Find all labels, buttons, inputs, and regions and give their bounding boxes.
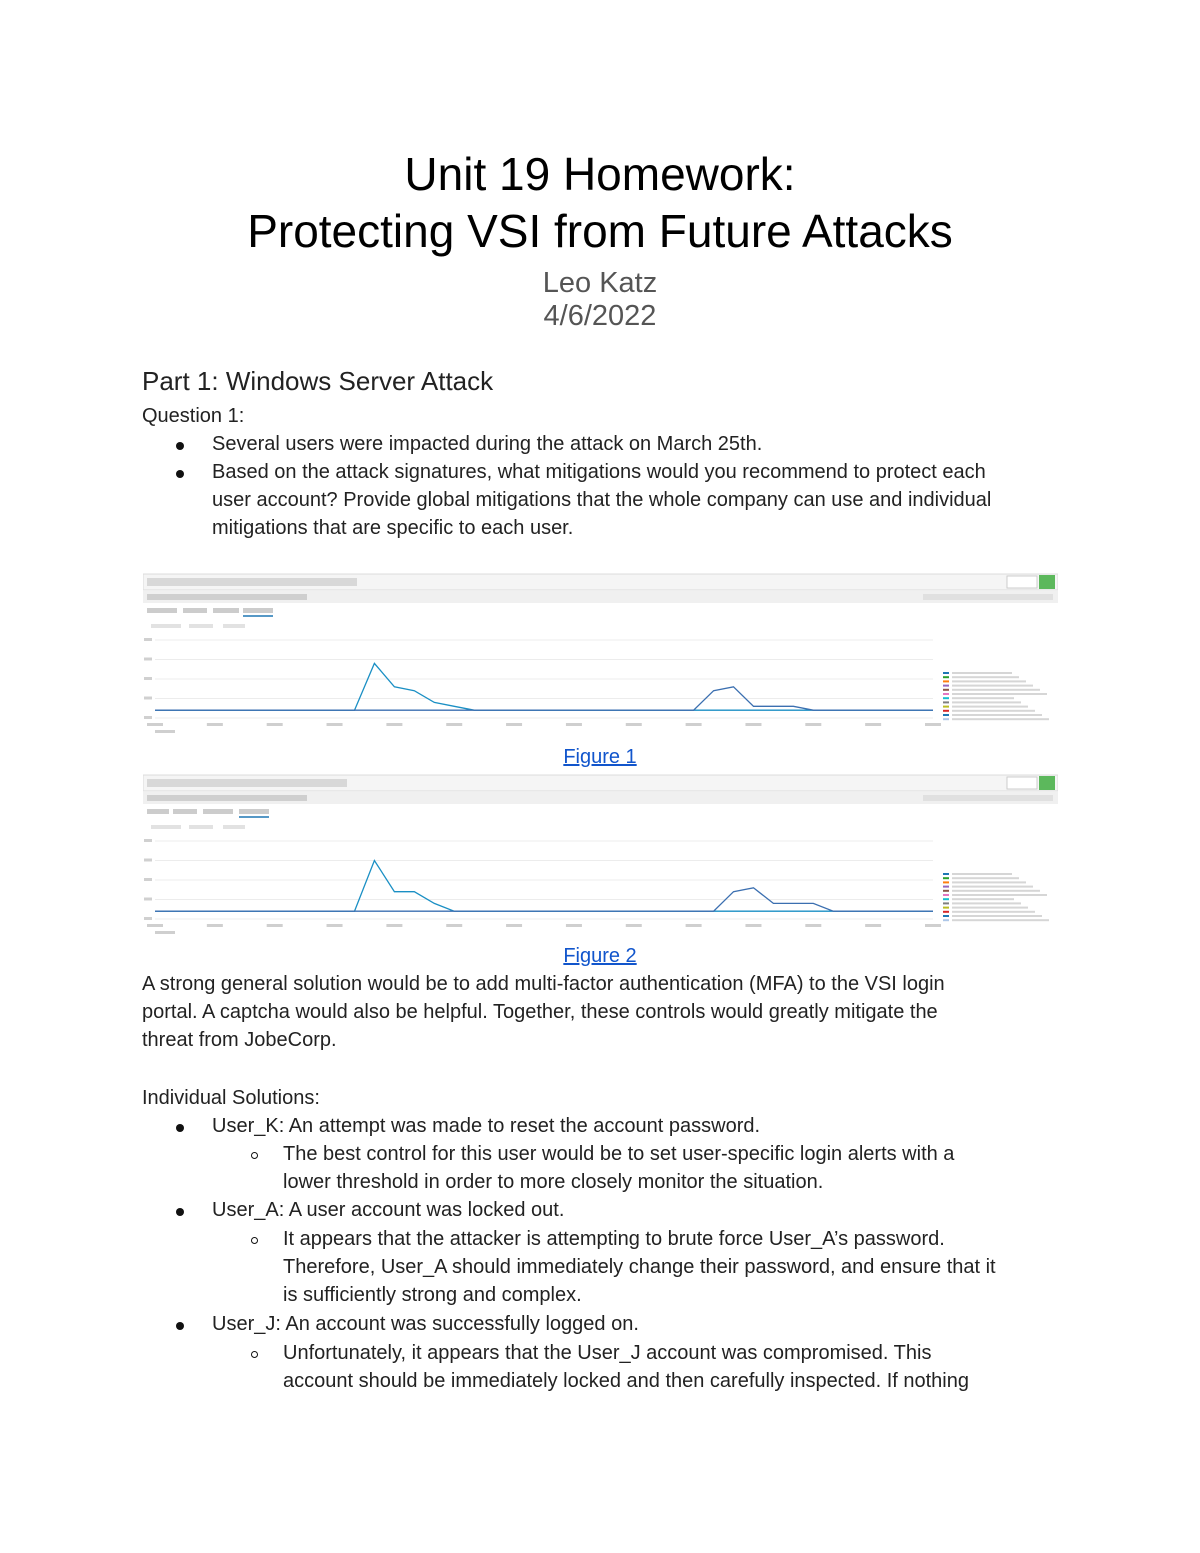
legend-label [952, 915, 1042, 917]
x-tick-label [745, 924, 761, 927]
legend-swatch [943, 894, 949, 896]
bullet-dot [176, 1322, 184, 1330]
legend-label [952, 714, 1042, 716]
y-tick-label [144, 697, 152, 700]
user-k-detail-line2: lower threshold in order to more closely monitor the situation. [283, 1171, 824, 1193]
x-tick-label [865, 723, 881, 726]
legend-label [952, 706, 1028, 708]
legend-swatch [943, 898, 949, 900]
user-k-detail-line1: The best control for this user would be to set user-specific login alerts with a [283, 1143, 955, 1165]
legend-swatch [943, 919, 949, 921]
user-a-detail-line1: It appears that the attacker is attempting to brute force User_A’s password. [283, 1228, 945, 1250]
y-tick-label [144, 859, 152, 862]
sub-bullet-circle [251, 1237, 258, 1244]
y-tick-label [144, 878, 152, 881]
x-axis-title [155, 730, 175, 733]
x-tick-label [506, 924, 522, 927]
legend-label [952, 877, 1019, 879]
legend-label [952, 710, 1035, 712]
x-tick-label [207, 924, 223, 927]
legend-label [952, 680, 1026, 682]
x-tick-label [626, 723, 642, 726]
x-tick-label [865, 924, 881, 927]
x-axis-title [155, 931, 175, 934]
legend-label [952, 672, 1012, 674]
legend-swatch [943, 701, 949, 703]
legend-label [952, 701, 1021, 703]
legend-swatch [943, 714, 949, 716]
x-tick-label [925, 924, 941, 927]
author-name: Leo Katz [542, 267, 658, 299]
legend-label [952, 881, 1026, 883]
bullet-dot [176, 1208, 184, 1216]
y-tick-label [144, 917, 152, 920]
legend-swatch [943, 890, 949, 892]
legend-swatch [943, 672, 949, 674]
legend-swatch [943, 710, 949, 712]
question-bullet-2-line2: user account? Provide global mitigations that the whole company can use and individual [212, 489, 992, 511]
y-tick-label [144, 716, 152, 719]
x-tick-label [147, 723, 163, 726]
legend-swatch [943, 689, 949, 691]
legend-label [952, 919, 1049, 921]
legend-swatch [943, 911, 949, 913]
legend-label [952, 911, 1035, 913]
bullet-dot [176, 1124, 184, 1132]
figure-2-screenshot [143, 773, 1058, 941]
legend-swatch [943, 915, 949, 917]
general-solution-line1: A strong general solution would be to add multi-factor authentication (MFA) to the VSI login [142, 973, 945, 995]
figure-1-chart [143, 572, 1058, 740]
legend-label [952, 676, 1019, 678]
x-tick-label [386, 723, 402, 726]
legend-swatch [943, 693, 949, 695]
legend-swatch [943, 886, 949, 888]
user-a-detail-line3: is sufficiently strong and complex. [283, 1284, 582, 1306]
general-solution-line3: threat from JobeCorp. [142, 1029, 337, 1051]
document-date: 4/6/2022 [543, 300, 657, 332]
user-j-detail-line1: Unfortunately, it appears that the User_J account was compromised. This [283, 1342, 932, 1364]
legend-label [952, 685, 1033, 687]
bullet-dot [176, 470, 184, 478]
y-tick-label [144, 677, 152, 680]
x-tick-label [805, 723, 821, 726]
x-tick-label [745, 723, 761, 726]
figure-2-chart [143, 773, 1058, 941]
x-tick-label [925, 723, 941, 726]
x-tick-label [506, 723, 522, 726]
search-icon [1039, 776, 1055, 790]
legend-label [952, 898, 1014, 900]
figure-1-screenshot [143, 572, 1058, 740]
question-bullet-1: Several users were impacted during the attack on March 25th. [212, 433, 763, 455]
legend-swatch [943, 676, 949, 678]
legend-label [952, 697, 1014, 699]
user-a-item: User_A: A user account was locked out. [212, 1199, 565, 1221]
legend-label [952, 718, 1049, 720]
x-tick-label [207, 723, 223, 726]
y-tick-label [144, 898, 152, 901]
x-tick-label [686, 723, 702, 726]
general-solution-line2: portal. A captcha would also be helpful. Together, these controls would greatly mitigate the [142, 1001, 938, 1023]
legend-swatch [943, 902, 949, 904]
figure-1-caption[interactable]: Figure 1 [563, 746, 637, 768]
user-k-item: User_K: An attempt was made to reset the account password. [212, 1115, 761, 1137]
x-tick-label [446, 924, 462, 927]
x-tick-label [327, 924, 343, 927]
bullet-dot [176, 442, 184, 450]
legend-swatch [943, 907, 949, 909]
y-tick-label [144, 638, 152, 641]
user-j-detail-line2: account should be immediately locked and then carefully inspected. If nothing [283, 1370, 969, 1392]
user-a-detail-line2: Therefore, User_A should immediately change their password, and ensure that it [283, 1256, 996, 1278]
legend-label [952, 894, 1047, 896]
legend-label [952, 890, 1040, 892]
individual-solutions-heading: Individual Solutions: [142, 1087, 320, 1109]
part1-heading: Part 1: Windows Server Attack [142, 366, 494, 396]
legend-label [952, 873, 1012, 875]
legend-label [952, 907, 1028, 909]
x-tick-label [626, 924, 642, 927]
x-tick-label [267, 924, 283, 927]
y-tick-label [144, 658, 152, 661]
sub-bullet-circle [251, 1351, 258, 1358]
x-tick-label [327, 723, 343, 726]
x-tick-label [805, 924, 821, 927]
x-tick-label [566, 723, 582, 726]
document-title-line2: Protecting VSI from Future Attacks [247, 205, 953, 257]
x-tick-label [267, 723, 283, 726]
question-label: Question 1: [142, 405, 245, 427]
x-tick-label [386, 924, 402, 927]
x-tick-label [686, 924, 702, 927]
search-icon [1039, 575, 1055, 589]
y-tick-label [144, 839, 152, 842]
legend-label [952, 693, 1047, 695]
legend-swatch [943, 697, 949, 699]
x-tick-label [147, 924, 163, 927]
legend-swatch [943, 718, 949, 720]
user-j-item: User_J: An account was successfully logged on. [212, 1313, 639, 1335]
legend-label [952, 689, 1040, 691]
legend-label [952, 886, 1033, 888]
question-bullet-2-line1: Based on the attack signatures, what mitigations would you recommend to protect each [212, 461, 986, 483]
document-title-line1: Unit 19 Homework: [404, 148, 796, 200]
legend-swatch [943, 685, 949, 687]
sub-bullet-circle [251, 1152, 258, 1159]
legend-swatch [943, 680, 949, 682]
question-bullet-2-line3: mitigations that are specific to each user. [212, 517, 574, 539]
legend-swatch [943, 706, 949, 708]
legend-swatch [943, 873, 949, 875]
legend-swatch [943, 877, 949, 879]
x-tick-label [566, 924, 582, 927]
x-tick-label [446, 723, 462, 726]
figure-2-caption[interactable]: Figure 2 [563, 945, 637, 967]
legend-label [952, 902, 1021, 904]
legend-swatch [943, 881, 949, 883]
